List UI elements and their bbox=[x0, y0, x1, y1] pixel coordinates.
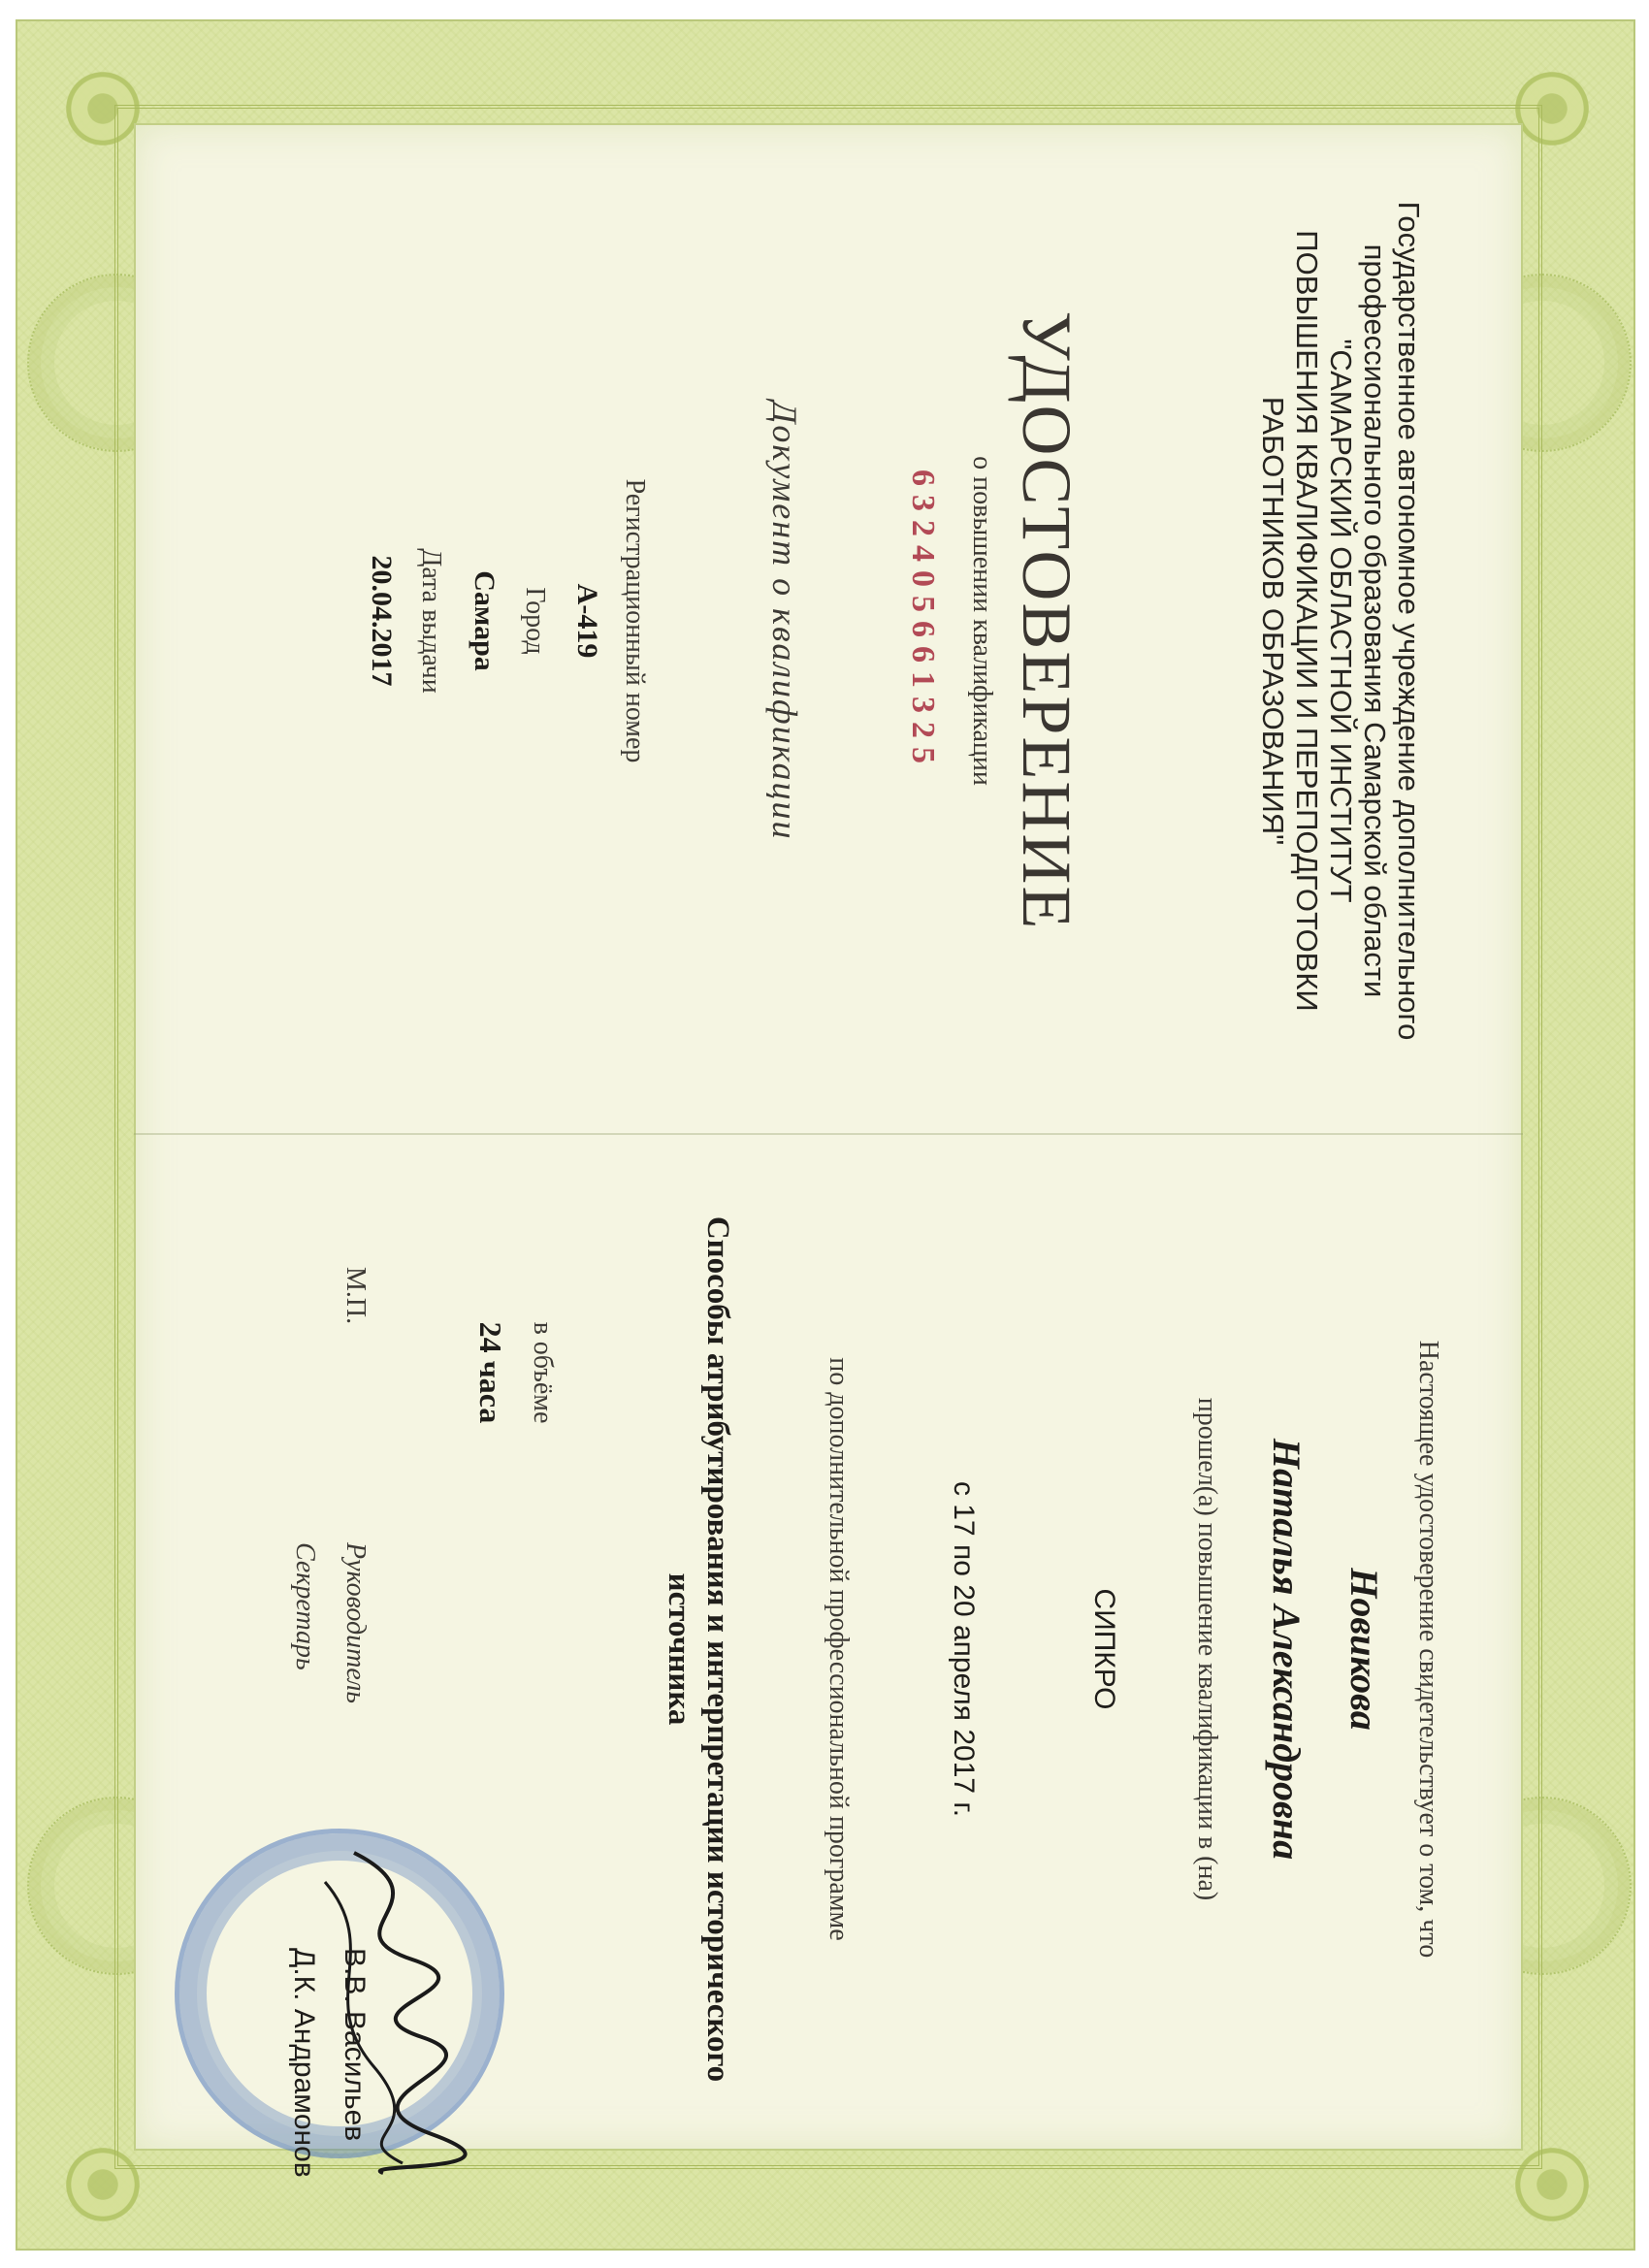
institution-line: РАБОТНИКОВ ОБРАЗОВАНИЯ" bbox=[1256, 396, 1290, 846]
secretary-role: Секретарь bbox=[290, 1542, 320, 1670]
head-name: В.В. Васильев bbox=[339, 1948, 371, 2142]
volume-label: в объёме bbox=[528, 1321, 558, 1424]
passed-statement: прошел(а) повышение квалификации в (на) bbox=[1192, 1397, 1222, 1901]
attest-statement: Настоящее удостоверение свидетельствует о том, что bbox=[1413, 1340, 1443, 1959]
seal-mark: М.П. bbox=[340, 1267, 371, 1325]
city-value: Самара bbox=[469, 570, 501, 671]
institution-line: "САМАРСКИЙ ОБЛАСТНОЙ ИНСТИТУТ bbox=[1324, 339, 1358, 903]
institution-line: ПОВЫШЕНИЯ КВАЛИФИКАЦИИ И ПЕРЕПОДГОТОВКИ bbox=[1290, 230, 1324, 1012]
signature-head bbox=[296, 1843, 470, 2183]
issue-date-value: 20.04.2017 bbox=[366, 555, 398, 687]
document-title: УДОСТОВЕРЕНИЕ bbox=[1008, 310, 1085, 931]
program-title: Способы атрибутирования и интерпретации исторического источника bbox=[662, 1215, 735, 2083]
training-period: с 17 по 20 апреля 2017 г. bbox=[948, 1480, 980, 1818]
document-number: 632405661325 bbox=[905, 470, 941, 772]
issue-date-label: Дата выдачи bbox=[416, 548, 446, 694]
holder-surname: Новикова bbox=[1342, 1568, 1386, 1731]
document-subtitle: о повышении квалификации bbox=[967, 456, 997, 786]
institution-name bbox=[1256, 184, 1426, 1057]
holder-name: Наталья Александровна bbox=[1265, 1438, 1309, 1861]
city-label: Город bbox=[520, 587, 550, 655]
secretary-name: Д.К. Андрамонов bbox=[288, 1948, 320, 2178]
head-role: Руководитель bbox=[340, 1542, 371, 1704]
training-organization: СИПКРО bbox=[1088, 1588, 1120, 1710]
institution-line: Государственное автономное учреждение дополнительного bbox=[1392, 201, 1426, 1041]
registration-number-value: А-419 bbox=[571, 583, 603, 659]
program-label: по дополнительной профессиональной программе bbox=[824, 1357, 854, 1941]
registration-number-label: Регистрационный номер bbox=[620, 478, 650, 763]
institution-line: профессионального образования Самарской области bbox=[1358, 243, 1392, 998]
volume-value: 24 часа bbox=[473, 1321, 508, 1424]
document-kind: Документ о квалификации bbox=[765, 401, 804, 841]
